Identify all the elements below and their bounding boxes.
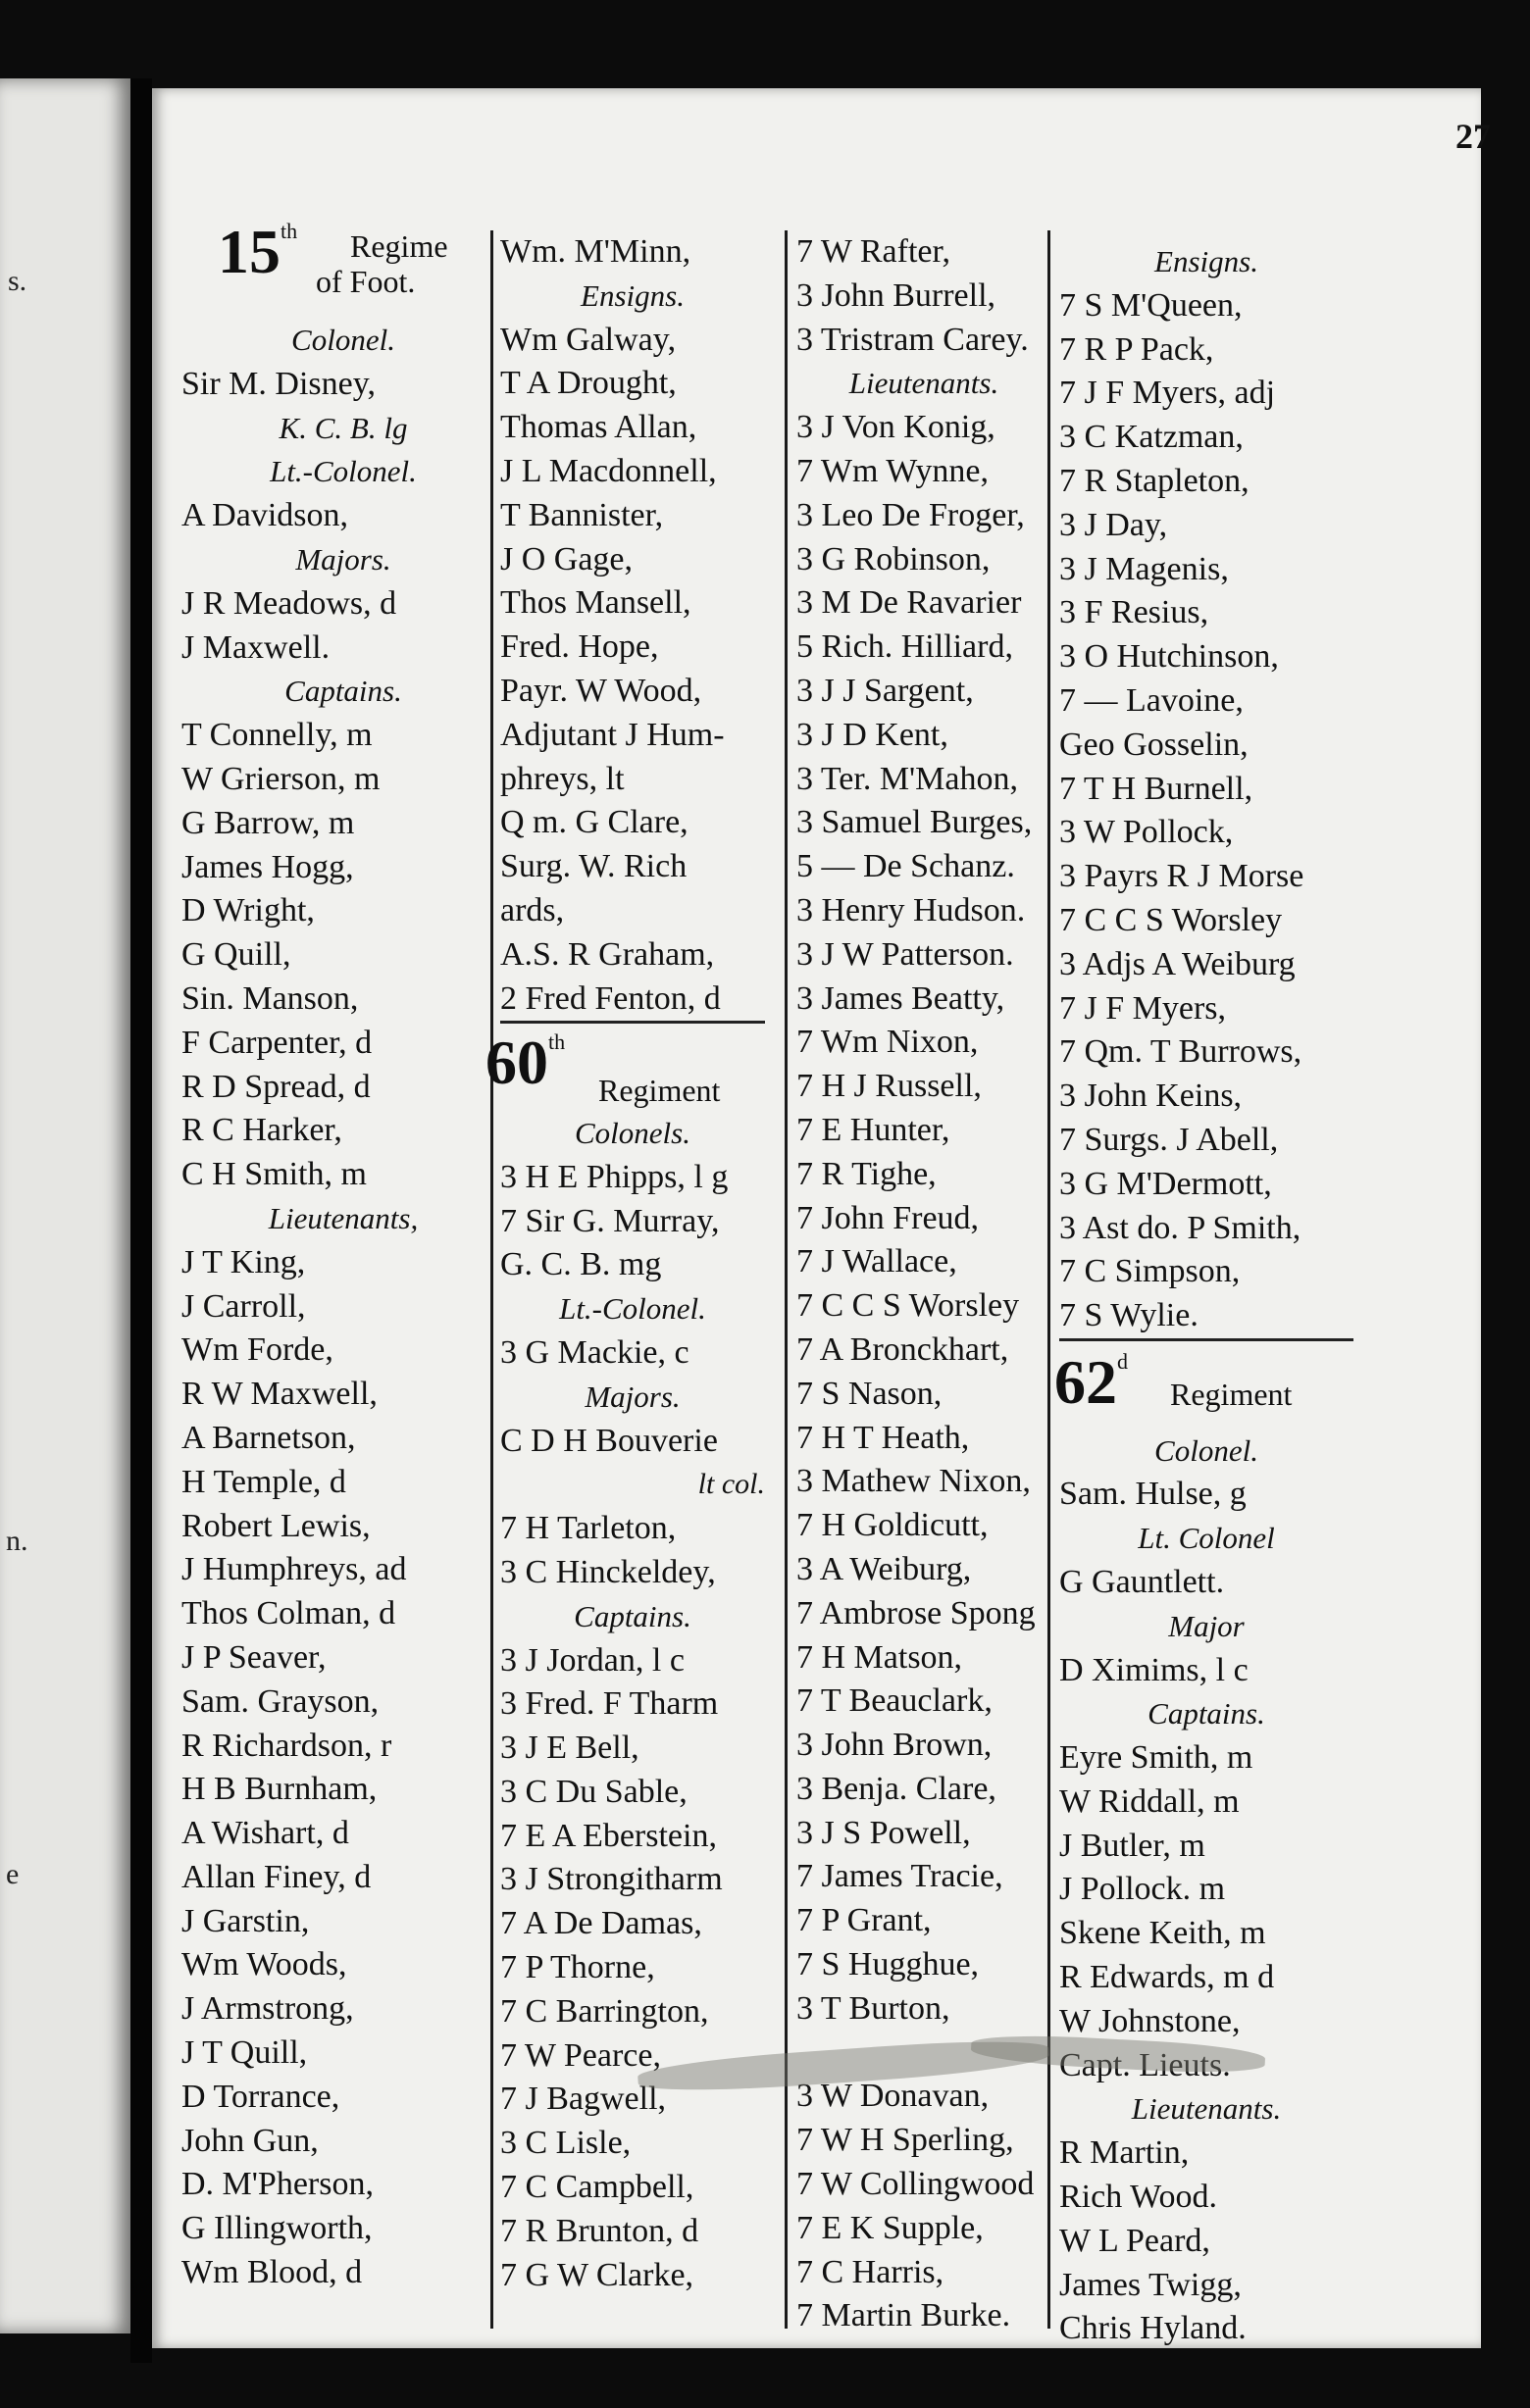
roster-entry: 3 J W Patterson. [796,935,1014,973]
roster-entry: Wm Forde, [181,1331,333,1369]
roster-entry: 3 C Lisle, [500,2125,632,2162]
roster-entry: 7 G W Clarke, [500,2256,694,2293]
section-heading: Ensigns. [581,277,685,313]
roster-entry: 3 J E Bell, [500,1730,639,1767]
roster-entry: 3 Fred. F Tharm [500,1685,719,1723]
section-heading: Lieutenants. [848,366,999,401]
roster-entry: 3 J Von Konig, [796,409,995,446]
roster-entry: James Hogg, [181,848,354,885]
regiment-number: 15 [218,217,280,286]
roster-entry: 7 E K Supple, [796,2209,984,2246]
roster-entry: 7 S M'Queen, [1059,286,1243,324]
section-heading: Ensigns. [1154,244,1258,278]
roster-entry: W L Peard, [1059,2222,1210,2259]
roster-entry: 3 W Pollock, [1059,814,1234,851]
roster-entry: James Twigg, [1059,2266,1242,2303]
roster-entry: Payr. W Wood, [500,672,702,709]
roster-entry: R W Maxwell, [181,1376,378,1413]
section-heading: Lt.-Colonel. [270,454,417,489]
roster-entry: J R Meadows, d [181,584,397,622]
roster-entry: J Pollock. m [1059,1871,1226,1908]
left-page-fragment: s. [8,265,27,297]
roster-entry: Q m. G Clare, [500,804,688,841]
section-heading: Colonel. [291,323,395,357]
roster-entry: T Connelly, m [181,717,373,754]
roster-entry: 7 John Freud, [796,1199,980,1236]
roster-entry: 3 F Resius, [1059,594,1209,631]
roster-entry: 7 Qm. T Burrows, [1059,1033,1302,1071]
roster-entry: Robert Lewis, [181,1507,371,1544]
regiment-word: Regime [350,228,448,264]
roster-entry: G Illingworth, [181,2210,373,2247]
roster-entry: John Gun, [181,2122,319,2159]
roster-entry: 3 G Mackie, c [500,1333,689,1371]
roster-entry: 3 T Burton, [796,1989,950,2027]
column-rule [785,230,788,2329]
roster-entry: 7 C C S Worsley [796,1287,1020,1325]
regiment-60-title [485,1028,721,1108]
roster-entry: Wm Woods, [181,1946,347,1983]
roster-entry: A Barnetson, [181,1419,356,1456]
roster-entry: 7 R Stapleton, [1059,462,1250,499]
roster-entry: ards, [500,891,565,928]
roster-entry: D Ximims, l c [1059,1651,1249,1688]
roster-entry: G Gauntlett. [1059,1563,1225,1600]
roster-entry: C D H Bouverie [500,1422,718,1459]
regiment-number: 62 [1054,1347,1117,1417]
page-number: 27 [1455,117,1491,156]
roster-entry: 5 — De Schanz. [796,848,1015,885]
section-heading: Majors. [295,541,391,577]
roster-entry: A.S. R Graham, [500,935,715,973]
roster-entry: Allan Finey, d [181,1858,372,1895]
roster-entry: 7 S Wylie. [1059,1294,1353,1341]
roster-entry: 7 W H Sperling, [796,2122,1014,2159]
roster-entry: R D Spread, d [181,1068,371,1105]
roster-entry: H B Burnham, [181,1771,378,1808]
roster-entry: 7 J F Myers, adj [1059,375,1276,412]
roster-entry: 7 Ambrose Spong [796,1594,1036,1631]
roster-entry: 3 O Hutchinson, [1059,638,1279,676]
roster-entry: 3 C Katzman, [1059,419,1244,456]
roster-entry: J L Macdonnell, [500,452,717,489]
roster-entry: 7 C Simpson, [1059,1253,1241,1290]
roster-entry: D. M'Pherson, [181,2166,374,2203]
section-heading: Lt.-Colonel. [559,1291,706,1327]
roster-entry: Wm Galway, [500,321,677,358]
regiment-suffix: th [548,1029,566,1054]
section-heading: Lieutenants, [268,1200,419,1235]
roster-entry: 3 Samuel Burges, [796,804,1033,841]
roster-entry: 7 S Nason, [796,1375,943,1412]
roster-entry: 7 H Goldicutt, [796,1507,989,1544]
roster-entry: Sam. Grayson, [181,1682,380,1720]
roster-entry: 3 M De Ravarier [796,584,1022,622]
roster-entry: 7 W Collingwood [796,2166,1035,2203]
roster-entry: 7 P Grant, [796,1902,932,1939]
roster-entry: 3 John Brown, [796,1727,993,1764]
section-heading: Colonel. [1154,1432,1258,1468]
roster-entry: D Torrance, [181,2078,340,2115]
roster-entry: lt col. [697,1468,765,1501]
column-1 [181,319,505,2295]
roster-entry: J T Quill, [181,2034,308,2072]
roster-entry: Capt. Lieuts. [1059,2046,1231,2083]
roster-entry: 7 R P Pack, [1059,330,1214,368]
roster-entry: J Armstrong, [181,1990,354,2028]
roster-entry: A Wishart, d [181,1815,349,1852]
roster-entry: 7 C Campbell, [500,2169,694,2206]
roster-entry: A Davidson, [181,497,348,534]
roster-entry: T Bannister, [500,496,664,533]
section-heading: Major [1168,1608,1245,1643]
roster-entry: R Martin, [1059,2134,1190,2172]
roster-entry: 7 E A Eberstein, [500,1817,717,1854]
roster-entry: Surg. W. Rich [500,848,688,885]
roster-entry: 7 J Wallace, [796,1243,957,1280]
roster-entry: 3 J J Sargent, [796,672,974,709]
roster-entry: 7 H Matson, [796,1638,963,1676]
roster-entry: Eyre Smith, m [1059,1739,1253,1777]
regiment-word: of Foot. [316,264,416,299]
section-heading: Captains. [574,1598,691,1633]
roster-entry: 3 G M'Dermott, [1059,1165,1272,1202]
roster-entry: 3 A Weiburg, [796,1550,972,1587]
roster-entry: 7 H J Russell, [796,1068,982,1105]
roster-entry: 7 P Thorne, [500,1949,655,1986]
roster-entry: 3 J Strongitharm [500,1861,723,1898]
roster-entry: Sin. Manson, [181,979,359,1017]
section-heading: Lt. Colonel [1138,1521,1275,1556]
roster-entry: 3 John Keins, [1059,1078,1243,1115]
left-page-fragment: n. [6,1525,28,1557]
roster-entry: G Quill, [181,936,291,974]
roster-entry: Thos Colman, d [181,1595,396,1632]
roster-entry: 7 J F Myers, [1059,989,1227,1027]
roster-entry: 5 Rich. Hilliard, [796,628,1013,666]
roster-entry: 3 Payrs R J Morse [1059,858,1304,895]
roster-entry: 7 H T Heath, [796,1419,970,1456]
roster-entry: 7 A De Damas, [500,1905,702,1942]
roster-entry: 3 Henry Hudson. [796,891,1026,928]
roster-entry: Adjutant J Hum- [500,716,725,753]
regiment-number: 60 [485,1028,548,1097]
roster-entry: 7 S Hugghue, [796,1946,980,1983]
roster-entry: R Richardson, r [181,1727,392,1764]
regiment-suffix: d [1117,1349,1128,1374]
roster-entry: D Wright, [181,892,315,929]
roster-entry: 3 Mathew Nixon, [796,1463,1031,1500]
roster-entry: C H Smith, m [181,1156,367,1193]
roster-entry: 7 Martin Burke. [796,2297,1011,2334]
roster-entry: 7 A Bronckhart, [796,1330,1009,1368]
roster-entry: J O Gage, [500,540,634,577]
roster-entry: H Temple, d [181,1463,346,1500]
roster-entry: 7 W Rafter, [796,233,950,270]
section-heading: Colonels. [575,1115,690,1150]
roster-entry: 7 Wm Nixon, [796,1024,979,1061]
section-heading: Majors. [585,1379,681,1414]
roster-entry: 7 Wm Wynne, [796,452,989,489]
roster-entry: 3 Leo De Froger, [796,496,1025,533]
roster-entry: 3 J D Kent, [796,716,948,753]
roster-entry: 3 J S Powell, [796,1814,971,1851]
book-gutter [130,78,152,2363]
roster-entry: 7 Surgs. J Abell, [1059,1121,1279,1158]
roster-entry: 3 Tristram Carey. [796,321,1029,358]
roster-entry: Wm. M'Minn, [500,233,691,270]
regiment-word: Regiment [598,1073,721,1108]
roster-entry: 7 R Tighe, [796,1155,937,1192]
roster-entry: 7 C Harris, [796,2253,944,2290]
regiment-62-title [1054,1347,1293,1417]
roster-entry: 3 C Du Sable, [500,1773,688,1810]
column-3 [796,230,1051,2338]
roster-entry: J Carroll, [181,1287,306,1325]
regiment-15-title [218,217,448,299]
left-page-fragment: e [6,1858,20,1890]
roster-entry: G. C. B. mg [500,1246,662,1283]
roster-entry: W Johnstone, [1059,2002,1241,2039]
roster-entry: 7 W Pearce, [500,2036,661,2074]
roster-entry: Geo Gosselin, [1059,726,1249,763]
roster-entry: J P Seaver, [181,1638,327,1676]
roster-entry: R C Harker, [181,1112,342,1149]
roster-entry: Thomas Allan, [500,409,697,446]
roster-entry: 7 C C S Worsley [1059,901,1283,938]
roster-entry: J Humphreys, ad [181,1551,407,1588]
roster-entry: 3 H E Phipps, l g [500,1158,729,1195]
section-heading: K. C. B. lg [279,410,408,445]
roster-entry: 3 Ter. M'Mahon, [796,760,1018,797]
roster-entry: J Butler, m [1059,1827,1205,1864]
roster-entry: Sir M. Disney, [181,365,377,402]
roster-entry: Fred. Hope, [500,628,659,666]
roster-entry: Sam. Hulse, g [1059,1476,1247,1513]
regiment-word: Regiment [1170,1377,1293,1412]
roster-entry: 3 J Jordan, l c [500,1641,685,1679]
section-heading: Captains. [284,674,402,709]
section-heading: Captains. [1148,1696,1265,1731]
roster-entry: 7 C Barrington, [500,1992,709,2030]
roster-entry: G Barrow, m [181,804,355,841]
roster-entry: R Edwards, m d [1059,1959,1275,1996]
roster-entry: 7 H Tarleton, [500,1510,677,1547]
roster-entry: 2 Fred Fenton, d [500,978,765,1025]
roster-entry: J T King, [181,1243,306,1280]
roster-entry: J Garstin, [181,1902,310,1939]
roster-entry: 3 Adjs A Weiburg [1059,945,1296,982]
roster-entry: Thos Mansell, [500,584,691,622]
roster-entry: Skene Keith, m [1059,1915,1266,1952]
roster-entry: Wm Blood, d [181,2254,363,2291]
roster-entry: 7 E Hunter, [796,1111,950,1148]
roster-entry: 7 Sir G. Murray, [500,1202,720,1239]
roster-entry: W Grierson, m [181,760,381,797]
roster-entry: Rich Wood. [1059,2179,1217,2216]
roster-entry: 7 James Tracie, [796,1858,1003,1895]
roster-entry: 3 J Magenis, [1059,550,1229,587]
roster-entry: 3 G Robinson, [796,540,991,577]
roster-entry: 3 J Day, [1059,506,1168,543]
section-heading: Lieutenants. [1131,2091,1282,2127]
roster-entry: 7 T Beauclark, [796,1682,993,1720]
roster-entry: 7 T H Burnell, [1059,770,1253,807]
roster-entry: W Riddall, m [1059,1782,1240,1820]
roster-entry: 3 John Burrell, [796,276,996,314]
roster-entry: 3 Benja. Clare, [796,1770,996,1807]
column-2 [500,230,765,2297]
roster-entry: 7 R Brunton, d [500,2212,699,2249]
roster-entry: phreys, lt [500,760,625,797]
column-4 [1059,240,1353,2351]
roster-entry: 3 James Beatty, [796,979,1005,1017]
left-page-edge [0,78,130,2333]
roster-entry: 3 W Donavan, [796,2078,990,2115]
roster-entry: F Carpenter, d [181,1024,373,1061]
roster-entry: J Maxwell. [181,628,331,666]
roster-entry: 7 — Lavoine, [1059,681,1244,719]
regiment-suffix: th [280,219,298,243]
roster-entry: 3 C Hinckeldey, [500,1553,716,1590]
roster-entry: 7 J Bagwell, [500,2081,667,2118]
roster-entry: 3 Ast do. P Smith, [1059,1209,1301,1246]
roster-entry: Chris Hyland. [1059,2310,1247,2347]
roster-entry: T A Drought, [500,365,677,402]
